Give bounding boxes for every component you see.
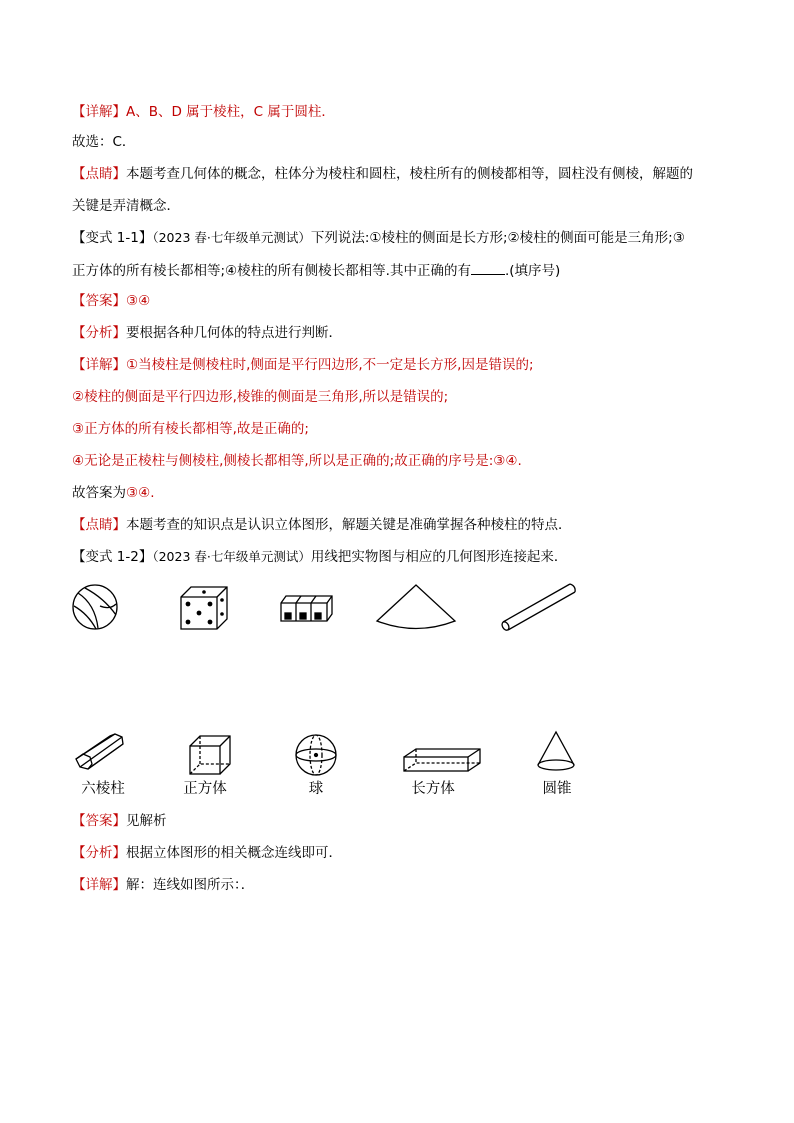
line-16 (72, 811, 732, 831)
line-18-text: 解：连线如图所示：． (126, 877, 255, 893)
fan-sector-icon (377, 585, 455, 629)
volleyball-icon (73, 585, 117, 629)
tag-answer: 【答案】 (72, 813, 126, 829)
tag-comment: 【点睛】 (72, 517, 126, 533)
tag-detail: 【详解】 (72, 357, 126, 373)
tag-analysis: 【分析】 (72, 325, 126, 341)
tag-variant-1-1: 【变式 1-1】 (72, 230, 153, 246)
hexagonal-prism-icon (76, 734, 123, 769)
caption-cuboid: 长方体 (411, 781, 455, 797)
line-10-text: ②棱柱的侧面是平行四边形,棱锥的侧面是三角形,所以是错误的; (72, 389, 449, 405)
line-9-text: ①当棱柱是侧棱柱时,侧面是平行四边形,不一定是长方形,因是错误的; (126, 357, 534, 373)
tag-detail: 【详解】 (72, 877, 126, 893)
cuboid-icon (404, 749, 480, 771)
line-15-text: 用线把实物图与相应的几何图形连接起来． (310, 549, 568, 565)
line-6-text-a: 正方体的所有棱长都相等;④棱柱的所有侧棱长都相等.其中正确的有 (72, 263, 471, 279)
tag-variant-1-2: 【变式 1-2】 (72, 549, 153, 565)
pole-icon (501, 584, 575, 631)
line-7-text: ③④ (126, 293, 151, 309)
caption-sphere: 球 (308, 781, 324, 797)
cube-icon (190, 736, 230, 774)
line-17-text: 根据立体图形的相关概念连线即可． (126, 845, 342, 861)
line-6-text-b: .(填序号) (504, 263, 561, 279)
line-12-text-b: ③④. (493, 453, 522, 469)
caption-hexagonal-prism: 六棱柱 (81, 781, 125, 797)
line-5-text: 下列说法:①棱柱的侧面是长方形;②棱柱的侧面可能是三角形;③ (310, 230, 685, 246)
tag-detail: 【详解】 (72, 104, 126, 120)
line-17 (72, 843, 732, 863)
tag-analysis: 【分析】 (72, 845, 126, 861)
line-11-text: ③正方体的所有棱长都相等,故是正确的; (72, 421, 309, 437)
source-note: （2023 春·七年级单元测试） (152, 230, 311, 245)
tag-comment: 【点睛】 (72, 166, 126, 182)
line-3-text: 本题考查几何体的概念，柱体分为棱柱和圆柱，棱柱所有的侧棱都相等，圆柱没有侧棱，解题的 (126, 166, 693, 182)
caption-cone: 圆锥 (542, 781, 572, 797)
block-toy-icon (281, 596, 332, 621)
line-14-text: 本题考查的知识点是认识立体图形，解题关键是准确掌握各种棱柱的特点． (126, 517, 572, 533)
line-2-text: 故选：C． (72, 134, 136, 150)
sphere-icon (296, 735, 336, 775)
line-1-text: A、B、D 属于棱柱，C 属于圆柱． (126, 104, 335, 120)
line-12-text-a: ④无论是正棱柱与侧棱柱,侧棱长都相等,所以是正确的;故正确的序号是: (72, 453, 494, 469)
line-13-text-b: ③④. (126, 485, 155, 501)
source-note: （2023 春·七年级单元测试） (152, 549, 311, 564)
cone-icon (538, 732, 574, 770)
line-8-text: 要根据各种几何体的特点进行判断． (126, 325, 342, 341)
dice-icon (181, 587, 227, 629)
line-4-text: 关键是弄清概念． (72, 198, 180, 214)
line-13-text-a: 故答案为 (72, 485, 126, 501)
caption-cube: 正方体 (183, 781, 227, 797)
tag-answer: 【答案】 (72, 293, 126, 309)
line-18 (72, 875, 732, 895)
line-16-text: 见解析 (126, 813, 167, 829)
